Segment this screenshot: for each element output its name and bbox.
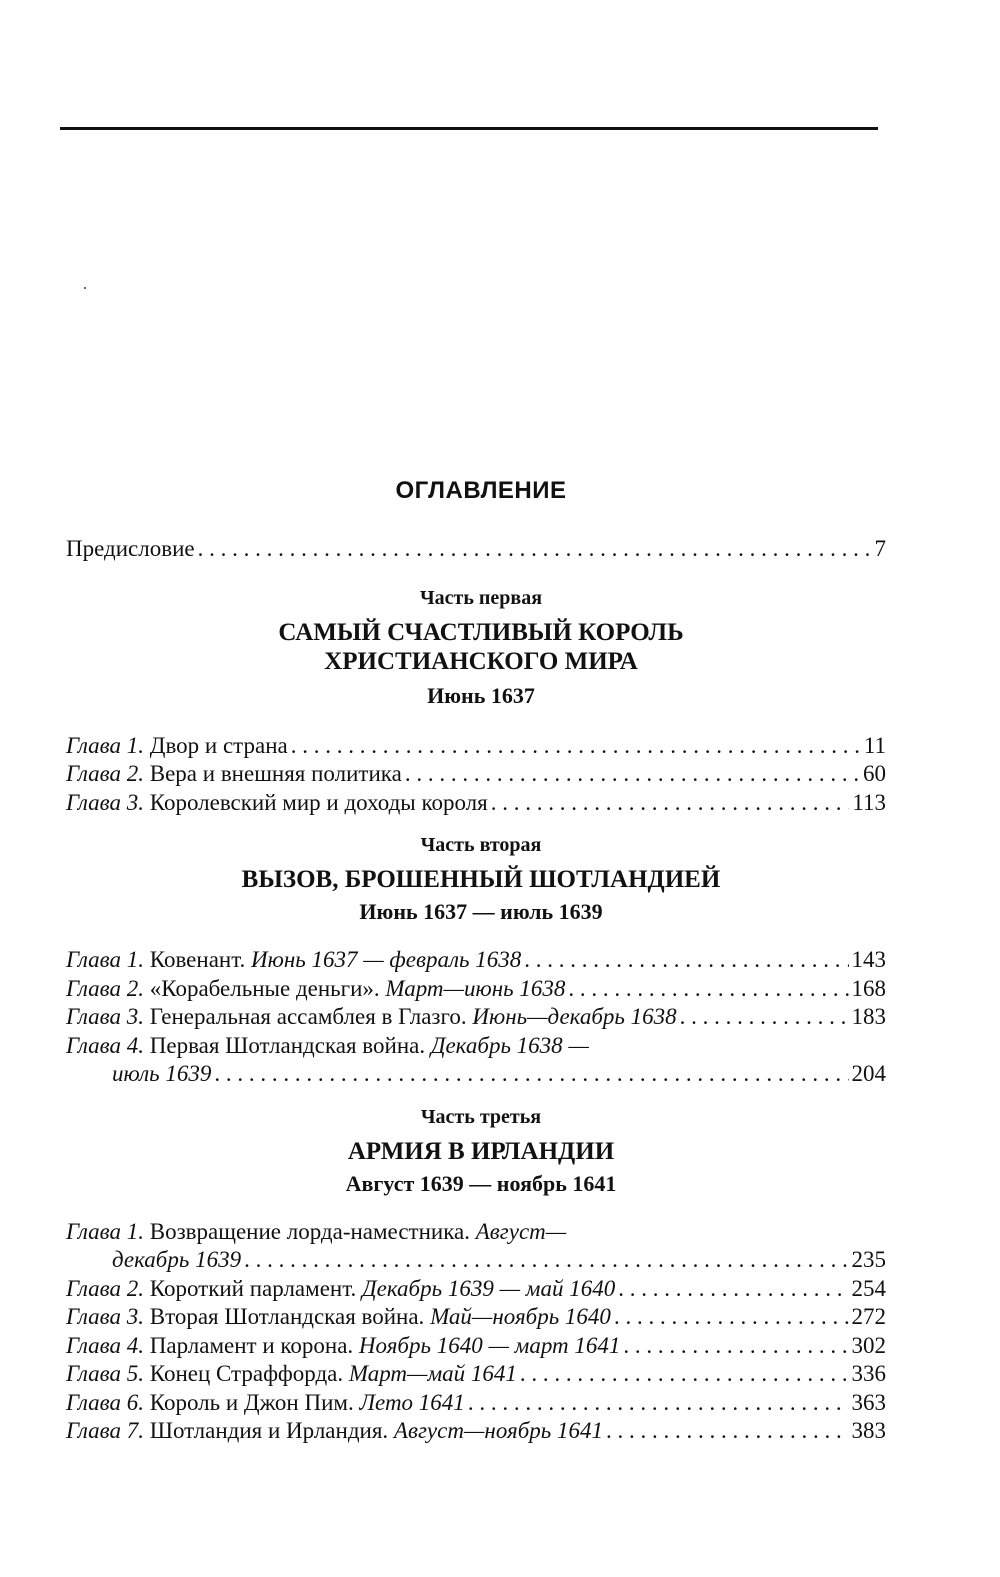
- toc-entry[interactable]: [66, 732, 886, 761]
- chapter-label: Глава 3.: [66, 1304, 144, 1329]
- chapter-dates: Лето 1641: [359, 1389, 465, 1415]
- part-dates: Август 1639 — ноябрь 1641: [345, 1170, 617, 1196]
- toc-entry[interactable]: [66, 760, 886, 789]
- part-dates: Июнь 1637 — июль 1639: [359, 899, 603, 924]
- dot-leader: [614, 1303, 849, 1332]
- chapter-label: Глава 4.: [66, 1032, 144, 1058]
- dot-leader: [524, 946, 848, 975]
- part-dates: Июнь 1637: [427, 682, 535, 708]
- page-number: 143: [851, 947, 886, 972]
- part-3: [66, 1103, 886, 1446]
- chapter-dates: Август—ноябрь 1641: [393, 1418, 603, 1443]
- page-number: 113: [852, 789, 886, 815]
- chapter-title: Конец Страффорда.: [149, 1361, 344, 1386]
- chapter-label: Глава 7.: [66, 1418, 144, 1443]
- chapter-title: Первая Шотландская война.: [149, 1032, 426, 1058]
- chapter-dates: Декабрь 1639 — май 1640: [362, 1275, 616, 1301]
- toc-entry-preface[interactable]: [66, 535, 886, 564]
- page-number: 336: [851, 1361, 886, 1386]
- page-number: 254: [851, 1275, 886, 1301]
- dot-leader: [680, 1003, 849, 1032]
- chapter-label: Глава 6.: [66, 1389, 144, 1415]
- page-number: 7: [874, 536, 886, 561]
- toc-entry[interactable]: [66, 1332, 886, 1361]
- part-heading: Часть первая: [419, 586, 543, 609]
- part-title: АРМИЯ В ИРЛАНДИИ: [347, 1137, 615, 1165]
- chapter-label: Глава 2.: [66, 975, 144, 1001]
- toc-entry[interactable]: [66, 1218, 886, 1247]
- page-number: 302: [851, 1332, 886, 1358]
- page-number: 11: [863, 732, 886, 758]
- page-number: 272: [851, 1304, 886, 1329]
- page-number: 383: [851, 1418, 886, 1443]
- chapter-title: Ковенант.: [149, 947, 246, 972]
- chapter-list: [66, 946, 886, 1089]
- chapter-title: Парламент и корона.: [149, 1332, 354, 1358]
- dot-leader: [568, 975, 848, 1004]
- dot-leader: [291, 732, 861, 761]
- dot-leader: [214, 1060, 848, 1089]
- page-number: 60: [863, 761, 886, 786]
- page-number: 204: [851, 1061, 886, 1086]
- page-number: 183: [851, 1004, 886, 1029]
- dot-leader: [244, 1246, 848, 1275]
- chapter-dates-cont: июль 1639: [112, 1061, 212, 1086]
- part-title: САМЫЙ СЧАСТЛИВЫЙ КОРОЛЬ: [278, 618, 684, 646]
- toc-entry[interactable]: [66, 1032, 886, 1061]
- chapter-label: Глава 5.: [66, 1361, 144, 1386]
- dot-leader: [606, 1417, 849, 1446]
- chapter-title: Вера и внешняя политика: [149, 761, 402, 786]
- print-speck: [84, 287, 86, 289]
- top-rule: [60, 127, 878, 130]
- chapter-dates: Май—ноябрь 1640: [430, 1304, 611, 1329]
- dot-leader: [491, 789, 850, 818]
- chapter-title: Генеральная ассамблея в Глазго.: [149, 1004, 467, 1029]
- toc-entry[interactable]: [66, 1303, 886, 1332]
- chapter-dates: Март—июнь 1638: [385, 975, 566, 1001]
- toc-entry[interactable]: [66, 789, 886, 818]
- toc-entry[interactable]: [66, 1417, 886, 1446]
- part-title-cont: ХРИСТИАНСКОГО МИРА: [324, 647, 638, 675]
- chapter-title: Двор и страна: [149, 732, 288, 758]
- dot-leader: [618, 1275, 848, 1304]
- chapter-label: Глава 2.: [66, 761, 144, 786]
- chapter-title: Королевский мир и доходы короля: [149, 789, 488, 815]
- chapter-dates-cont: декабрь 1639: [112, 1247, 242, 1272]
- toc-entry-continuation[interactable]: [66, 1060, 886, 1089]
- toc-entry[interactable]: [66, 975, 886, 1004]
- chapter-title: Шотландия и Ирландия.: [149, 1418, 389, 1443]
- dot-leader: [405, 760, 860, 789]
- chapter-dates: Июнь 1637 — февраль 1638: [251, 947, 522, 972]
- chapter-dates: Июнь—декабрь 1638: [472, 1004, 677, 1029]
- chapter-label: Глава 3.: [66, 789, 144, 815]
- chapter-dates: Август—: [475, 1218, 567, 1244]
- part-2: [66, 831, 886, 1089]
- toc-entry-continuation[interactable]: [66, 1246, 886, 1275]
- toc-title: ОГЛАВЛЕНИЕ: [395, 477, 567, 504]
- page-number: 235: [851, 1247, 886, 1272]
- toc-entry[interactable]: [66, 1003, 886, 1032]
- preface-label: Предисловие: [66, 536, 195, 561]
- chapter-title: Король и Джон Пим.: [149, 1389, 354, 1415]
- part-1: [66, 584, 886, 818]
- table-of-contents: [66, 473, 886, 1460]
- dot-leader: [198, 535, 872, 564]
- chapter-label: Глава 1.: [66, 947, 144, 972]
- page-number: 168: [851, 975, 886, 1001]
- chapter-title: Возвращение лорда-наместника.: [149, 1218, 470, 1244]
- dot-leader: [468, 1389, 849, 1418]
- chapter-list: [66, 732, 886, 818]
- chapter-label: Глава 3.: [66, 1004, 144, 1029]
- toc-entry[interactable]: [66, 1275, 886, 1304]
- chapter-dates: Ноябрь 1640 — март 1641: [358, 1332, 621, 1358]
- chapter-title: Короткий парламент.: [149, 1275, 357, 1301]
- dot-leader: [520, 1360, 849, 1389]
- part-heading: Часть третья: [420, 1105, 542, 1128]
- part-heading: Часть вторая: [420, 834, 542, 856]
- chapter-label: Глава 4.: [66, 1332, 144, 1358]
- chapter-title: «Корабельные деньги».: [149, 975, 380, 1001]
- toc-entry[interactable]: [66, 1389, 886, 1418]
- chapter-list: [66, 1218, 886, 1446]
- part-title: ВЫЗОВ, БРОШЕННЫЙ ШОТЛАНДИЕЙ: [241, 866, 721, 893]
- chapter-label: Глава 1.: [66, 732, 144, 758]
- chapter-dates: Декабрь 1638 —: [430, 1032, 589, 1058]
- page-number: 363: [851, 1389, 886, 1415]
- chapter-title: Вторая Шотландская война.: [149, 1304, 425, 1329]
- toc-entry[interactable]: [66, 946, 886, 975]
- dot-leader: [623, 1332, 848, 1361]
- chapter-dates: Март—май 1641: [348, 1361, 517, 1386]
- chapter-label: Глава 1.: [66, 1218, 144, 1244]
- chapter-label: Глава 2.: [66, 1275, 144, 1301]
- toc-entry[interactable]: [66, 1360, 886, 1389]
